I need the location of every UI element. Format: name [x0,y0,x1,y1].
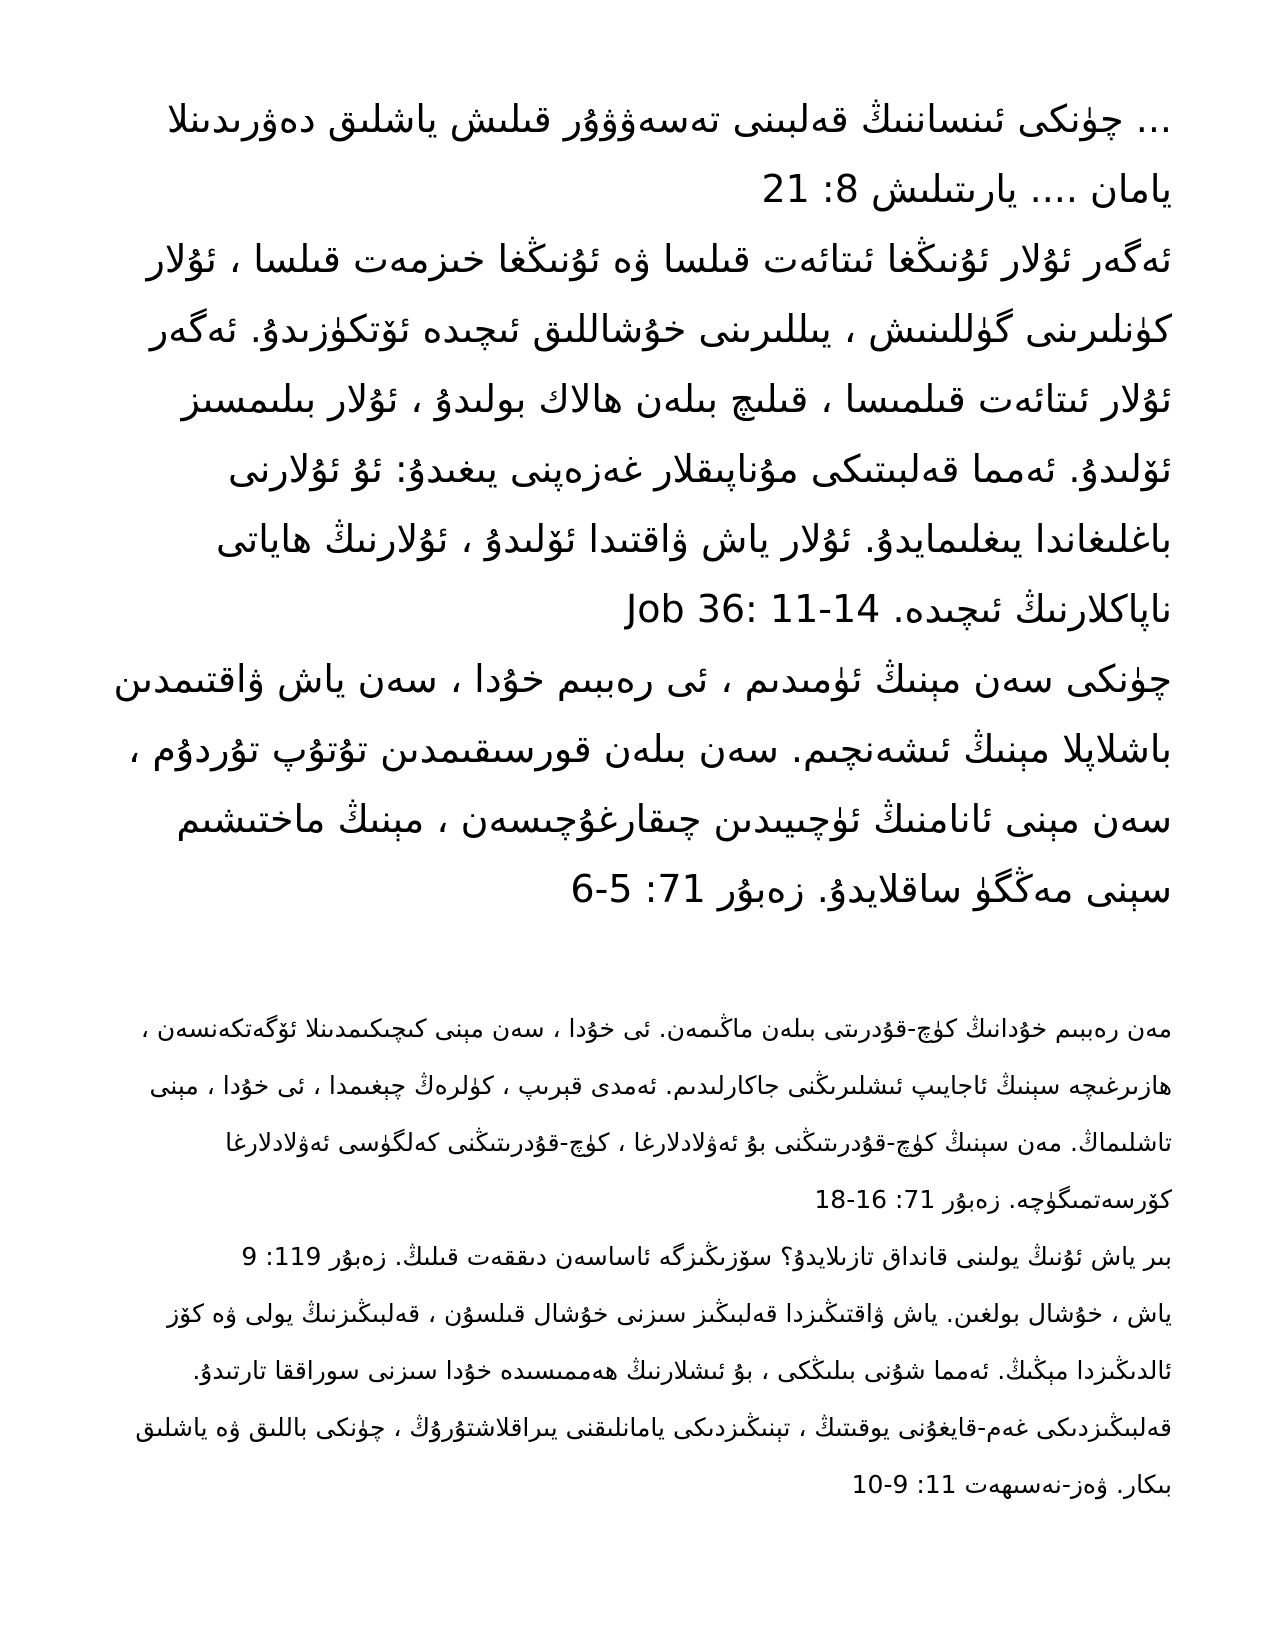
paragraph [108,1000,1172,1228]
verse-reference: زەبۇر 71: 5-6 [570,867,805,911]
paragraph [108,224,1172,644]
paragraph-text: بىر ياش ئۇنىڭ يولىنى قانداق تازىلايدۇ؟ سۆزىڭىزگە ئاساسەن دىققەت قىلىڭ. [394,1242,1172,1271]
verse-reference: زەبۇر 71: 16-18 [814,1185,1001,1214]
paragraph-text: ياش ، خۇشال بولغىن. ياش ۋاقتىڭىزدا قەلبىڭىز سىزنى خۇشال قىلسۇن ، قەلبىڭىزنىڭ يولى ۋە كۆز ئالدىڭىزدا مېڭىڭ. ئەمما شۇنى بىلىڭكى ، بۇ ئىشلارنىڭ ھەممىسىدە خۇدا سىزنى سوراققا تارتىدۇ. قەلبىڭىزدىكى غەم-قايغۇنى يوقىتىڭ ، تېنىڭىزدىكى يامانلىقنى يىراقلاشتۇرۇڭ ، چۈنكى باللىق ۋە ياشلىق بىكار. [135,1299,1172,1499]
paragraph [108,644,1172,924]
large-text-section [108,84,1172,924]
verse-reference: ۋەز-نەسىھەت 11: 9-10 [851,1470,1109,1499]
paragraph-text: ئەگەر ئۇلار ئۇنىڭغا ئىتائەت قىلسا ۋە ئۇنىڭغا خىزمەت قىلسا ، ئۇلار كۈنلىرىنى گۈللىنىش ، يىللىرىنى خۇشاللىق ئىچىدە ئۆتكۈزىدۇ. ئەگەر ئۇلار ئىتائەت قىلمىسا ، قىلىچ بىلەن هالاك بولىدۇ ، ئۇلار بىلىمسىز ئۆلىدۇ. ئەمما قەلبىتىكى مۇناپىقلار غەزەپنى يىغىدۇ: ئۇ ئۇلارنى باغلىغاندا يىغلىمايدۇ. ئۇلار ياش ۋاقتىدا ئۆلىدۇ ، ئۇلارنىڭ هاياتى ناپاكلارنىڭ ئىچىدە. [146,237,1172,631]
paragraph [108,1285,1172,1513]
verse-reference: Job 36: 11-14 [626,587,881,631]
paragraph [108,1228,1172,1285]
paragraph-text: مەن رەببىم خۇدانىڭ كۈچ-قۇدرىتى بىلەن ماڭىمەن. ئى خۇدا ، سەن مېنى كىچىكىمدىنلا ئۆگەتكەنسەن ، هازىرغىچە سېنىڭ ئاجايىپ ئىشلىرىڭنى جاكارلىدىم. ئەمدى قېرىپ ، كۈلرەڭ چېغىمدا ، ئى خۇدا ، مېنى تاشلىماڭ. مەن سېنىڭ كۈچ-قۇدرىتىڭنى بۇ ئەۋلادلارغا ، كۈچ-قۇدرىتىڭنى كەلگۈسى ئەۋلادلارغا كۆرسەتمىگۈچە. [140,1014,1172,1214]
paragraph-text: ... چۈنكى ئىنساننىڭ قەلبىنى تەسەۋۋۇر قىلىش ياشلىق دەۋرىدىنلا يامان .... [166,97,1172,211]
small-text-section [108,1000,1172,1513]
verse-reference: زەبۇر 119: 9 [241,1242,387,1271]
paragraph-text: چۈنكى سەن مېنىڭ ئۈمىدىم ، ئى رەببىم خۇدا ، سەن ياش ۋاقتىمدىن باشلاپلا مېنىڭ ئىشەنچىم. سەن بىلەن قورسىقىمدىن تۇتۇپ تۇردۇم ، سەن مېنى ئانامنىڭ ئۈچىيىدىن چىقارغۇچىسەن ، مېنىڭ ماختىشىم سېنى مەڭگۈ ساقلايدۇ. [113,657,1172,911]
paragraph [108,84,1172,224]
verse-reference: يارىتىلىش 8: 21 [761,167,1018,211]
